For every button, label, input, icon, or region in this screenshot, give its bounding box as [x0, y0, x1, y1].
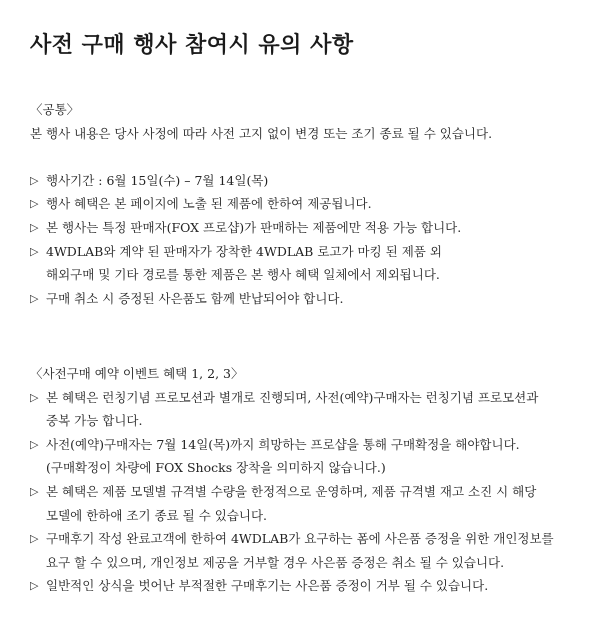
- spacer: [30, 145, 590, 169]
- notice-item: [30, 169, 590, 193]
- notice-item-text: 행사기간 : 6월 15일(수) – 7월 14일(목): [46, 172, 269, 188]
- notice-item-text: 구매 취소 시 증정된 사은품도 함께 반납되어야 합니다.: [46, 290, 344, 306]
- section-heading-preorder: 〈사전구매 예약 이벤트 혜택 1, 2, 3〉: [30, 366, 244, 381]
- notice-item: [30, 480, 590, 504]
- triangle-bullet-icon: ▷: [30, 579, 39, 593]
- notice-item-text: 4WDLAB와 계약 된 판매자가 장착한 4WDLAB 로고가 마킹 된 제품 외: [46, 243, 442, 259]
- notice-item-text: 구매후기 작성 완료고객에 한하여 4WDLAB가 요구하는 폼에 사은품 증정을 위한 개인정보를: [46, 531, 554, 547]
- notice-item-text: 본 행사는 특정 판매자(FOX 프로샵)가 판매하는 제품에만 적용 가능 합니다.: [46, 219, 462, 235]
- notice-item-continuation: (구매확정이 차량에 FOX Shocks 장착을 의미하지 않습니다.): [46, 460, 386, 476]
- triangle-bullet-icon: ▷: [30, 291, 39, 305]
- triangle-bullet-icon: ▷: [30, 173, 39, 187]
- common-notice-section: [30, 98, 590, 310]
- page-title: 사전 구매 행사 참여시 유의 사항: [30, 33, 354, 58]
- notice-item: [30, 240, 590, 264]
- notice-item-text: 본 혜택은 제품 모델별 규격별 수량을 한정적으로 운영하며, 제품 규격별 재고 소진 시 해당: [46, 483, 537, 499]
- notice-item: [30, 433, 590, 457]
- triangle-bullet-icon: ▷: [30, 220, 39, 234]
- notice-item: [30, 527, 590, 551]
- notice-item: [30, 386, 590, 410]
- triangle-bullet-icon: ▷: [30, 532, 39, 546]
- notice-item: [30, 574, 590, 598]
- section-heading-common: 〈공통〉: [30, 102, 80, 117]
- notice-item: [30, 192, 590, 216]
- notice-intro: 본 행사 내용은 당사 사정에 따라 사전 고지 없이 변경 또는 조기 종료 될 수 있습니다.: [30, 125, 493, 141]
- notice-item-text: 본 혜택은 런칭기념 프로모션과 별개로 진행되며, 사전(예약)구매자는 런칭기념 프로모션과: [46, 389, 539, 405]
- notice-item-text: 행사 혜택은 본 페이지에 노출 된 제품에 한하여 제공됩니다.: [46, 196, 372, 212]
- notice-item-continuation: 중복 가능 합니다.: [46, 413, 143, 429]
- triangle-bullet-icon: ▷: [30, 390, 39, 404]
- notice-item: [30, 216, 590, 240]
- notice-item-continuation: 해외구매 및 기타 경로를 통한 제품은 본 행사 혜택 일체에서 제외됩니다.: [46, 267, 440, 283]
- notice-item-text: 사전(예약)구매자는 7월 14일(목)까지 희망하는 프로샵을 통해 구매확정을 해야합니다.: [46, 436, 520, 452]
- triangle-bullet-icon: ▷: [30, 197, 39, 211]
- preorder-benefit-section: [30, 362, 590, 598]
- triangle-bullet-icon: ▷: [30, 244, 39, 258]
- notice-item-continuation: 모델에 한하애 조기 종료 될 수 있습니다.: [46, 507, 268, 523]
- triangle-bullet-icon: ▷: [30, 484, 39, 498]
- triangle-bullet-icon: ▷: [30, 437, 39, 451]
- notice-item-continuation: 요구 할 수 있으며, 개인정보 제공을 거부할 경우 사은품 증정은 취소 될 수 있습니다.: [46, 554, 505, 570]
- notice-item-text: 일반적인 상식을 벗어난 부적절한 구매후기는 사은품 증정이 거부 될 수 있습니다.: [46, 578, 489, 594]
- notice-item: [30, 287, 590, 311]
